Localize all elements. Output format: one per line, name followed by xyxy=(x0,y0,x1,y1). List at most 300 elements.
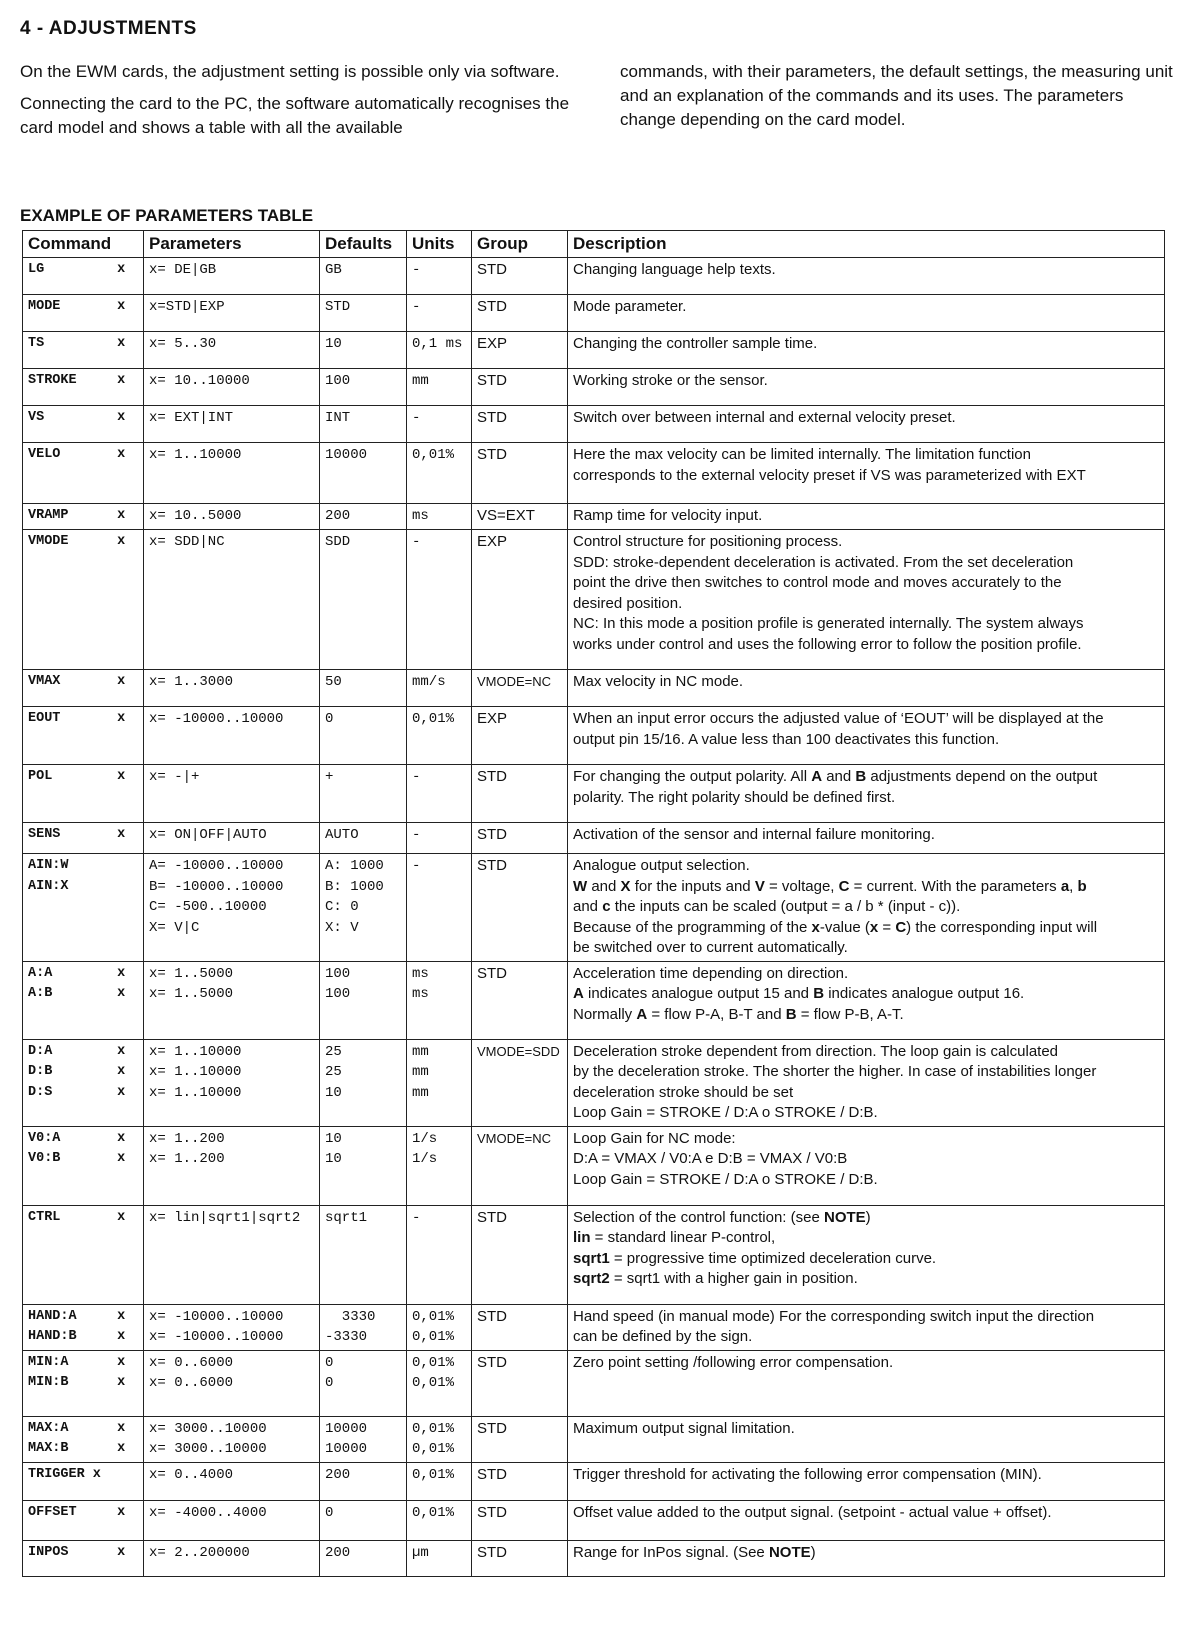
command-cell-line: HAND:A x xyxy=(28,1308,126,1324)
units-cell xyxy=(407,1039,472,1126)
command-cell-line: SENS x xyxy=(28,827,126,842)
command-cell-line: MAX:A x xyxy=(28,1420,126,1436)
units-cell xyxy=(407,823,472,854)
defaults-cell-line: C: 0 xyxy=(325,899,359,915)
description-cell-line: works under control and uses the following error to follow the position profile. xyxy=(573,635,1082,653)
group-cell xyxy=(472,295,568,332)
group-cell xyxy=(472,1205,568,1304)
defaults-cell xyxy=(320,1500,407,1540)
description-cell-line: Analogue output selection. xyxy=(573,857,750,874)
parameters-cell-line: x= 2..200000 xyxy=(149,1544,250,1561)
units-cell xyxy=(407,332,472,369)
description-cell-line: Trigger threshold for activating the following error compensation (MIN). xyxy=(573,1465,1042,1483)
command-cell-line: MIN:A x xyxy=(28,1354,126,1370)
defaults-cell-line: 10 xyxy=(325,1151,342,1167)
group-cell-line: STD xyxy=(477,768,507,785)
description-cell xyxy=(568,295,1165,332)
description-cell-line: by the deceleration stroke. The shorter the higher. In case of instabilities longer xyxy=(573,1063,1097,1080)
parameters-cell-line: A= -10000..10000 xyxy=(149,858,284,874)
command-cell xyxy=(23,961,144,1039)
parameters-cell-line: x= 0..6000 xyxy=(149,1354,234,1371)
description-cell-line: corresponds to the external velocity preset if VS was parameterized with EXT xyxy=(573,466,1086,484)
command-cell-line: V0:B x xyxy=(28,1151,126,1166)
defaults-cell xyxy=(320,369,407,406)
parameters-cell-line: x= 10..5000 xyxy=(149,508,242,524)
group-cell xyxy=(472,707,568,765)
intro-paragraph: On the EWM cards, the adjustment setting is possible only via software. xyxy=(20,62,560,81)
column-header-description: Description xyxy=(568,231,1165,258)
parameters-cell-line: x= 1..200 xyxy=(149,1130,225,1147)
section-title: 4 - ADJUSTMENTS xyxy=(20,18,197,39)
parameters-cell xyxy=(144,823,320,854)
parameters-cell-line: x= -10000..10000 xyxy=(149,1329,284,1345)
group-cell xyxy=(472,1304,568,1350)
parameters-cell xyxy=(144,1205,320,1304)
description-cell-line: deceleration stroke should be set xyxy=(573,1083,794,1101)
table-row xyxy=(23,1304,1165,1350)
units-cell-line: mm xyxy=(412,1043,429,1060)
parameters-cell-line: x= DE|GB xyxy=(149,262,217,278)
units-cell xyxy=(407,1500,472,1540)
group-cell xyxy=(472,1462,568,1500)
command-cell xyxy=(23,332,144,369)
table-title: EXAMPLE OF PARAMETERS TABLE xyxy=(20,206,314,225)
table-row xyxy=(23,1350,1165,1416)
description-cell-line: sqrt1 = progressive time optimized deceleration curve. xyxy=(573,1249,937,1267)
units-cell-line: 0,01% xyxy=(412,1329,455,1345)
parameters-cell-line: x= lin|sqrt1|sqrt2 xyxy=(149,1209,301,1226)
group-cell-line: STD xyxy=(477,298,507,315)
defaults-cell xyxy=(320,295,407,332)
units-cell-line: 0,01% xyxy=(412,447,455,463)
description-cell-line: point the drive then switches to control mode and moves accurately to the xyxy=(573,574,1062,591)
parameters-cell xyxy=(144,765,320,823)
description-cell-line: When an input error occurs the adjusted value of ‘EOUT’ will be displayed at the xyxy=(573,710,1104,727)
defaults-cell xyxy=(320,823,407,854)
parameters-cell-line: x=STD|EXP xyxy=(149,299,225,315)
defaults-cell xyxy=(320,765,407,823)
description-cell xyxy=(568,854,1165,962)
parameters-cell-line: x= 3000..10000 xyxy=(149,1441,267,1457)
intro-paragraph: Connecting the card to the PC, the software automatically recognises the card model and shows a table with all the available xyxy=(20,94,570,137)
group-cell xyxy=(472,369,568,406)
command-cell xyxy=(23,854,144,962)
group-cell xyxy=(472,258,568,295)
description-cell-line: Loop Gain = STROKE / D:A o STROKE / D:B. xyxy=(573,1104,878,1121)
group-cell-line: STD xyxy=(477,1353,507,1371)
description-cell xyxy=(568,369,1165,406)
parameters-cell xyxy=(144,258,320,295)
units-cell-line: - xyxy=(412,299,421,315)
description-cell-line: Changing language help texts. xyxy=(573,261,776,278)
parameters-cell-line: x= 1..10000 xyxy=(149,1084,242,1101)
units-cell-line: 0,01% xyxy=(412,1354,455,1371)
description-cell-line: D:A = VMAX / V0:A e D:B = VMAX / V0:B xyxy=(573,1150,848,1167)
command-cell xyxy=(23,443,144,504)
description-cell xyxy=(568,1304,1165,1350)
group-cell-line: EXP xyxy=(477,533,508,550)
defaults-cell-line: 10000 xyxy=(325,1441,368,1457)
command-cell-line: MIN:B x xyxy=(28,1375,126,1390)
description-cell-line: NC: In this mode a position profile is generated internally. The system always xyxy=(573,615,1084,632)
parameters-cell xyxy=(144,504,320,530)
command-cell xyxy=(23,707,144,765)
table-row xyxy=(23,1500,1165,1540)
table-header-row xyxy=(23,231,1165,258)
parameters-cell-line: C= -500..10000 xyxy=(149,899,267,915)
table-row xyxy=(23,443,1165,504)
description-cell-line: W and X for the inputs and V = voltage, C = current. With the parameters a, b xyxy=(573,877,1087,895)
description-cell-line: desired position. xyxy=(573,594,683,612)
command-cell-line: MODE x xyxy=(28,299,126,314)
command-cell-line: AIN:W xyxy=(28,858,69,873)
units-cell xyxy=(407,1350,472,1416)
units-cell-line: 0,1 ms xyxy=(412,336,463,352)
description-cell-line: lin = standard linear P-control, xyxy=(573,1229,776,1246)
group-cell xyxy=(472,504,568,530)
command-cell xyxy=(23,1039,144,1126)
column-header-units: Units xyxy=(407,231,472,258)
units-cell xyxy=(407,504,472,530)
parameters-cell-line: x= 1..10000 xyxy=(149,1064,242,1080)
units-cell xyxy=(407,1416,472,1462)
parameters-cell xyxy=(144,1540,320,1576)
table-row xyxy=(23,295,1165,332)
description-cell-line: Working stroke or the sensor. xyxy=(573,372,768,389)
description-cell-line: Max velocity in NC mode. xyxy=(573,673,744,690)
defaults-cell xyxy=(320,670,407,707)
group-cell xyxy=(472,530,568,670)
units-cell-line: 0,01% xyxy=(412,1466,455,1483)
units-cell-line: 1/s xyxy=(412,1130,438,1147)
description-cell-line: output pin 15/16. A value less than 100 deactivates this function. xyxy=(573,730,1000,748)
defaults-cell-line: 10000 xyxy=(325,447,368,463)
table-row xyxy=(23,1205,1165,1304)
defaults-cell-line: A: 1000 xyxy=(325,858,384,874)
command-cell xyxy=(23,530,144,670)
defaults-cell-line: 200 xyxy=(325,1544,351,1561)
command-cell-line: OFFSET x xyxy=(28,1504,126,1520)
description-cell-line: Activation of the sensor and internal failure monitoring. xyxy=(573,826,935,843)
parameters-cell xyxy=(144,1462,320,1500)
defaults-cell xyxy=(320,1039,407,1126)
table-row xyxy=(23,961,1165,1039)
group-cell xyxy=(472,1540,568,1576)
table-row xyxy=(23,854,1165,962)
defaults-cell-line: 0 xyxy=(325,1504,334,1521)
defaults-cell xyxy=(320,443,407,504)
units-cell-line: mm/s xyxy=(412,674,446,690)
command-cell xyxy=(23,1304,144,1350)
description-cell xyxy=(568,670,1165,707)
units-cell-line: - xyxy=(412,1209,421,1226)
description-cell xyxy=(568,1462,1165,1500)
group-cell xyxy=(472,1039,568,1126)
command-cell-line: TS x xyxy=(28,336,126,351)
units-cell xyxy=(407,1126,472,1205)
command-cell-line: VELO x xyxy=(28,447,126,462)
group-cell xyxy=(472,823,568,854)
command-cell xyxy=(23,1416,144,1462)
defaults-cell xyxy=(320,1350,407,1416)
command-cell-line: MAX:B x xyxy=(28,1441,126,1456)
description-cell xyxy=(568,765,1165,823)
defaults-cell-line: STD xyxy=(325,299,351,315)
command-cell-line: VS x xyxy=(28,410,126,425)
table-body xyxy=(23,258,1165,1577)
command-cell xyxy=(23,504,144,530)
table-row xyxy=(23,332,1165,369)
defaults-cell-line: 100 xyxy=(325,986,351,1002)
table-row xyxy=(23,823,1165,854)
description-cell-line: Switch over between internal and external velocity preset. xyxy=(573,409,956,426)
parameters-table xyxy=(22,230,1165,1577)
command-cell xyxy=(23,1350,144,1416)
group-cell-line: EXP xyxy=(477,335,508,352)
description-cell-line: Acceleration time depending on direction. xyxy=(573,964,849,982)
defaults-cell-line: 10 xyxy=(325,1084,342,1101)
units-cell xyxy=(407,1540,472,1576)
parameters-cell-line: x= 0..6000 xyxy=(149,1375,234,1391)
defaults-cell xyxy=(320,406,407,443)
command-cell xyxy=(23,1462,144,1500)
description-cell-line: Loop Gain for NC mode: xyxy=(573,1129,736,1147)
group-cell-line: STD xyxy=(477,446,507,463)
description-cell-line: Maximum output signal limitation. xyxy=(573,1419,795,1437)
group-cell xyxy=(472,961,568,1039)
parameters-cell xyxy=(144,406,320,443)
parameters-cell-line: x= 10..10000 xyxy=(149,373,250,389)
table-row xyxy=(23,707,1165,765)
units-cell-line: 0,01% xyxy=(412,1375,455,1391)
units-cell xyxy=(407,854,472,962)
command-cell xyxy=(23,1126,144,1205)
defaults-cell-line: SDD xyxy=(325,534,351,550)
parameters-cell xyxy=(144,1416,320,1462)
command-cell-line: D:A x xyxy=(28,1043,126,1059)
parameters-cell xyxy=(144,961,320,1039)
units-cell-line: ms xyxy=(412,986,429,1002)
units-cell-line: mm xyxy=(412,1084,429,1101)
parameters-cell xyxy=(144,1039,320,1126)
defaults-cell-line: 0 xyxy=(325,1354,334,1371)
group-cell xyxy=(472,765,568,823)
defaults-cell xyxy=(320,1126,407,1205)
description-cell xyxy=(568,406,1165,443)
parameters-cell-line: x= SDD|NC xyxy=(149,534,225,550)
command-cell-line: POL x xyxy=(28,769,126,784)
group-cell xyxy=(472,670,568,707)
command-cell-line: INPOS x xyxy=(28,1544,126,1560)
defaults-cell xyxy=(320,530,407,670)
units-cell-line: - xyxy=(412,827,421,843)
description-cell-line: Ramp time for velocity input. xyxy=(573,507,763,524)
description-cell xyxy=(568,258,1165,295)
defaults-cell-line: INT xyxy=(325,410,351,426)
defaults-cell xyxy=(320,258,407,295)
parameters-cell-line: x= 1..5000 xyxy=(149,965,234,982)
description-cell xyxy=(568,1126,1165,1205)
defaults-cell xyxy=(320,1540,407,1576)
description-cell-line: Loop Gain = STROKE / D:A o STROKE / D:B. xyxy=(573,1170,878,1188)
column-header-parameters: Parameters xyxy=(144,231,320,258)
group-cell-line: STD xyxy=(477,1208,507,1226)
group-cell xyxy=(472,1416,568,1462)
group-cell-line: STD xyxy=(477,857,507,874)
description-cell xyxy=(568,961,1165,1039)
command-cell xyxy=(23,670,144,707)
parameters-cell-line: x= -10000..10000 xyxy=(149,711,284,727)
description-cell-line: Normally A = flow P-A, B-T and B = flow P-B, A-T. xyxy=(573,1005,904,1023)
description-cell-line: and c the inputs can be scaled (output = a / b * (input - c)). xyxy=(573,898,961,915)
defaults-cell xyxy=(320,1462,407,1500)
table-row xyxy=(23,670,1165,707)
parameters-cell-line: X= V|C xyxy=(149,919,200,936)
units-cell-line: 0,01% xyxy=(412,1420,455,1437)
command-cell xyxy=(23,823,144,854)
parameters-cell-line: x= -10000..10000 xyxy=(149,1308,284,1325)
group-cell-line: STD xyxy=(477,409,507,426)
units-cell-line: mm xyxy=(412,373,429,389)
table-row xyxy=(23,369,1165,406)
command-cell-line: VRAMP x xyxy=(28,508,126,523)
group-cell-line: VMODE=SDD xyxy=(477,1043,560,1059)
command-cell-line: STROKE x xyxy=(28,373,126,388)
parameters-cell-line: x= 0..4000 xyxy=(149,1466,234,1483)
units-cell xyxy=(407,530,472,670)
units-cell-line: - xyxy=(412,769,421,785)
description-cell-line: Deceleration stroke dependent from direction. The loop gain is calculated xyxy=(573,1042,1059,1060)
units-cell-line: mm xyxy=(412,1064,429,1080)
command-cell-line: AIN:X xyxy=(28,878,69,894)
parameters-cell-line: x= ON|OFF|AUTO xyxy=(149,827,267,843)
command-cell xyxy=(23,1205,144,1304)
command-cell xyxy=(23,765,144,823)
units-cell xyxy=(407,1304,472,1350)
units-cell-line: 0,01% xyxy=(412,1308,455,1325)
command-cell xyxy=(23,1540,144,1576)
description-cell-line: A indicates analogue output 15 and B indicates analogue output 16. xyxy=(573,985,1025,1002)
intro-right-column xyxy=(620,60,1180,140)
defaults-cell-line: 25 xyxy=(325,1064,342,1080)
group-cell-line: STD xyxy=(477,964,507,982)
description-cell-line: Changing the controller sample time. xyxy=(573,335,818,352)
table-row xyxy=(23,1126,1165,1205)
group-cell-line: STD xyxy=(477,1307,507,1325)
description-cell xyxy=(568,1350,1165,1416)
units-cell xyxy=(407,1205,472,1304)
description-cell xyxy=(568,1039,1165,1126)
command-cell xyxy=(23,258,144,295)
defaults-cell-line: X: V xyxy=(325,919,359,936)
table-row xyxy=(23,1039,1165,1126)
defaults-cell-line: 0 xyxy=(325,711,334,727)
description-cell xyxy=(568,443,1165,504)
units-cell xyxy=(407,406,472,443)
group-cell-line: EXP xyxy=(477,710,508,727)
parameters-cell xyxy=(144,670,320,707)
parameters-cell-line: x= 1..3000 xyxy=(149,674,234,690)
group-cell xyxy=(472,1126,568,1205)
column-header-command: Command xyxy=(23,231,144,258)
group-cell xyxy=(472,854,568,962)
defaults-cell xyxy=(320,854,407,962)
parameters-cell xyxy=(144,707,320,765)
parameters-cell-line: x= -4000..4000 xyxy=(149,1504,267,1521)
parameters-cell xyxy=(144,332,320,369)
parameters-cell-line: B= -10000..10000 xyxy=(149,878,284,895)
description-cell-line: Selection of the control function: (see NOTE) xyxy=(573,1208,871,1226)
command-cell xyxy=(23,406,144,443)
column-header-defaults: Defaults xyxy=(320,231,407,258)
units-cell xyxy=(407,258,472,295)
parameters-cell xyxy=(144,295,320,332)
units-cell xyxy=(407,961,472,1039)
defaults-cell xyxy=(320,961,407,1039)
defaults-cell xyxy=(320,1416,407,1462)
group-cell-line: STD xyxy=(477,1419,507,1437)
defaults-cell-line: 100 xyxy=(325,965,351,982)
table-row xyxy=(23,406,1165,443)
description-cell-line: Hand speed (in manual mode) For the corresponding switch input the direction xyxy=(573,1307,1095,1325)
parameters-cell-line: x= -|+ xyxy=(149,769,200,785)
group-cell-line: STD xyxy=(477,1503,507,1521)
description-cell xyxy=(568,1416,1165,1462)
table-row xyxy=(23,1462,1165,1500)
defaults-cell-line: 200 xyxy=(325,1466,351,1483)
units-cell-line: - xyxy=(412,534,421,550)
description-cell-line: Here the max velocity can be limited internally. The limitation function xyxy=(573,446,1031,463)
intro-paragraph: commands, with their parameters, the default settings, the measuring unit and an explanation of the commands and its uses. The parameters change depending on the card model. xyxy=(620,62,1173,129)
description-cell-line: sqrt2 = sqrt1 with a higher gain in position. xyxy=(573,1270,858,1287)
defaults-cell xyxy=(320,1304,407,1350)
defaults-cell-line: 50 xyxy=(325,674,342,690)
parameters-cell-line: x= 1..10000 xyxy=(149,447,242,463)
description-cell xyxy=(568,530,1165,670)
description-cell xyxy=(568,1205,1165,1304)
parameters-cell xyxy=(144,1350,320,1416)
group-cell xyxy=(472,1500,568,1540)
description-cell-line: Zero point setting /following error compensation. xyxy=(573,1353,894,1371)
defaults-cell-line: AUTO xyxy=(325,827,359,843)
description-cell xyxy=(568,1500,1165,1540)
units-cell-line: ms xyxy=(412,508,429,524)
defaults-cell-line: 10 xyxy=(325,1130,342,1147)
group-cell-line: STD xyxy=(477,826,507,843)
description-cell-line: Because of the programming of the x-value (x = C) the corresponding input will xyxy=(573,918,1098,936)
units-cell xyxy=(407,1462,472,1500)
command-cell-line: D:B x xyxy=(28,1064,126,1079)
defaults-cell-line: 3330 xyxy=(325,1308,376,1325)
description-cell xyxy=(568,823,1165,854)
parameters-cell-line: x= EXT|INT xyxy=(149,410,234,426)
group-cell xyxy=(472,406,568,443)
group-cell-line: VMODE=NC xyxy=(477,674,552,689)
defaults-cell xyxy=(320,707,407,765)
units-cell-line: 0,01% xyxy=(412,711,455,727)
description-cell-line: Offset value added to the output signal. (setpoint - actual value + offset). xyxy=(573,1503,1052,1521)
defaults-cell-line: 10 xyxy=(325,336,342,352)
parameters-cell-line: x= 3000..10000 xyxy=(149,1420,267,1437)
command-cell-line: D:S x xyxy=(28,1084,126,1100)
description-cell xyxy=(568,707,1165,765)
parameters-cell xyxy=(144,854,320,962)
description-cell-line: be switched over to current automatically. xyxy=(573,939,848,956)
group-cell-line: STD xyxy=(477,261,507,278)
defaults-cell xyxy=(320,504,407,530)
units-cell-line: ms xyxy=(412,965,429,982)
units-cell-line: µm xyxy=(412,1544,429,1561)
